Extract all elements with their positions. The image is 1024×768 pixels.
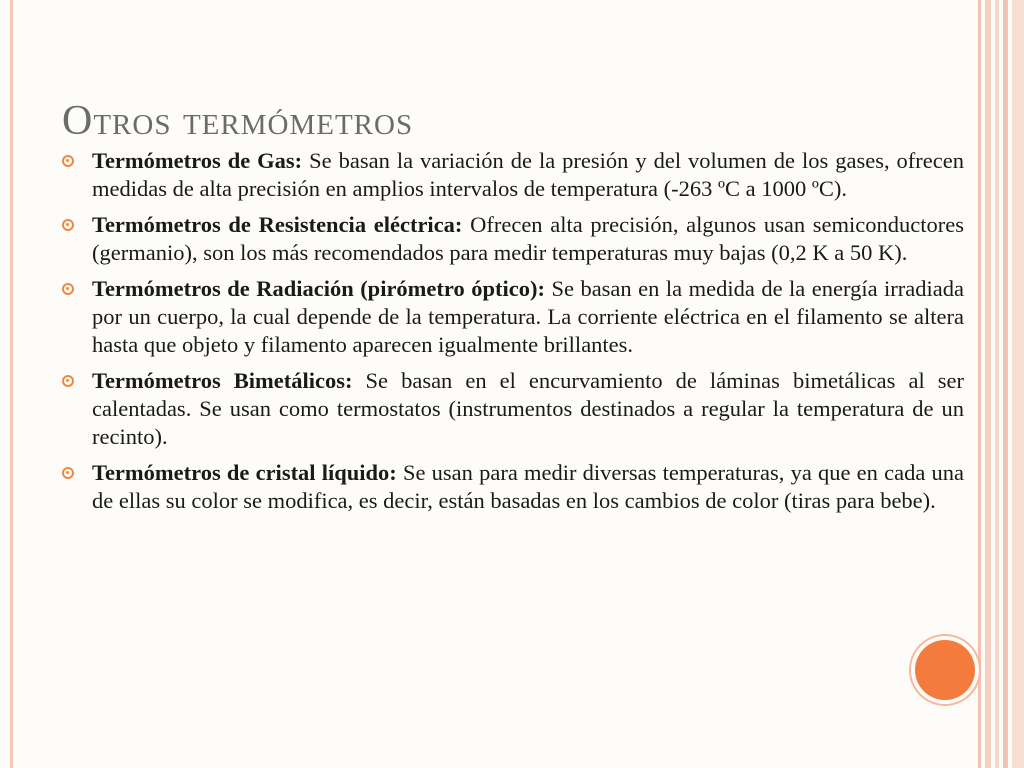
- item-text: Ofrecen alta precisión, algunos usan semiconductores (germanio), son los más recomendados para medir temperaturas muy bajas (0,2 K a 50 K).: [92, 212, 964, 265]
- circle-bullet-icon: [62, 155, 74, 167]
- item-text: Se basan en la medida de la energía irradiada por un cuerpo, la cual depende de la temperatura. La corriente eléctrica en el filamento se altera hasta que objeto y filamento aparecen igualmente brillantes.: [92, 276, 964, 357]
- circle-bullet-icon: [62, 283, 74, 295]
- circle-bullet-icon: [62, 375, 74, 387]
- left-border-line: [10, 0, 13, 768]
- list-item: [62, 275, 964, 359]
- list-item: [62, 459, 964, 515]
- right-stripe: [1012, 0, 1024, 768]
- item-term: Termómetros de Resistencia eléctrica:: [92, 212, 471, 237]
- slide-title: Otros termómetros: [62, 98, 414, 144]
- item-term: Termómetros Bimetálicos:: [92, 368, 366, 393]
- right-stripe: [985, 0, 991, 768]
- item-term: Termómetros de Gas:: [92, 148, 310, 173]
- item-text: Se usan para medir diversas temperaturas, ya que en cada una de ellas su color se modifica, es decir, están basadas en los cambios de color (tiras para bebe).: [92, 460, 964, 513]
- list-item: [62, 367, 964, 451]
- bullet-list: [62, 147, 964, 523]
- list-item: [62, 147, 964, 203]
- orange-circle-icon: [915, 640, 975, 700]
- item-text: Se basan en el encurvamiento de láminas bimetálicas al ser calentadas. Se usan como termostatos (instrumentos destinados a regular la temperatura de un recinto).: [92, 368, 964, 449]
- right-stripe: [1003, 0, 1008, 768]
- item-term: Termómetros de cristal líquido:: [92, 460, 403, 485]
- item-text: Se basan la variación de la presión y del volumen de los gases, ofrecen medidas de alta precisión en amplios intervalos de temperatura (-263 ºC a 1000 ºC).: [92, 148, 964, 201]
- item-term: Termómetros de Radiación (pirómetro óptico):: [92, 276, 552, 301]
- right-stripe: [995, 0, 999, 768]
- right-stripe: [978, 0, 981, 768]
- circle-bullet-icon: [62, 467, 74, 479]
- list-item: [62, 211, 964, 267]
- circle-bullet-icon: [62, 219, 74, 231]
